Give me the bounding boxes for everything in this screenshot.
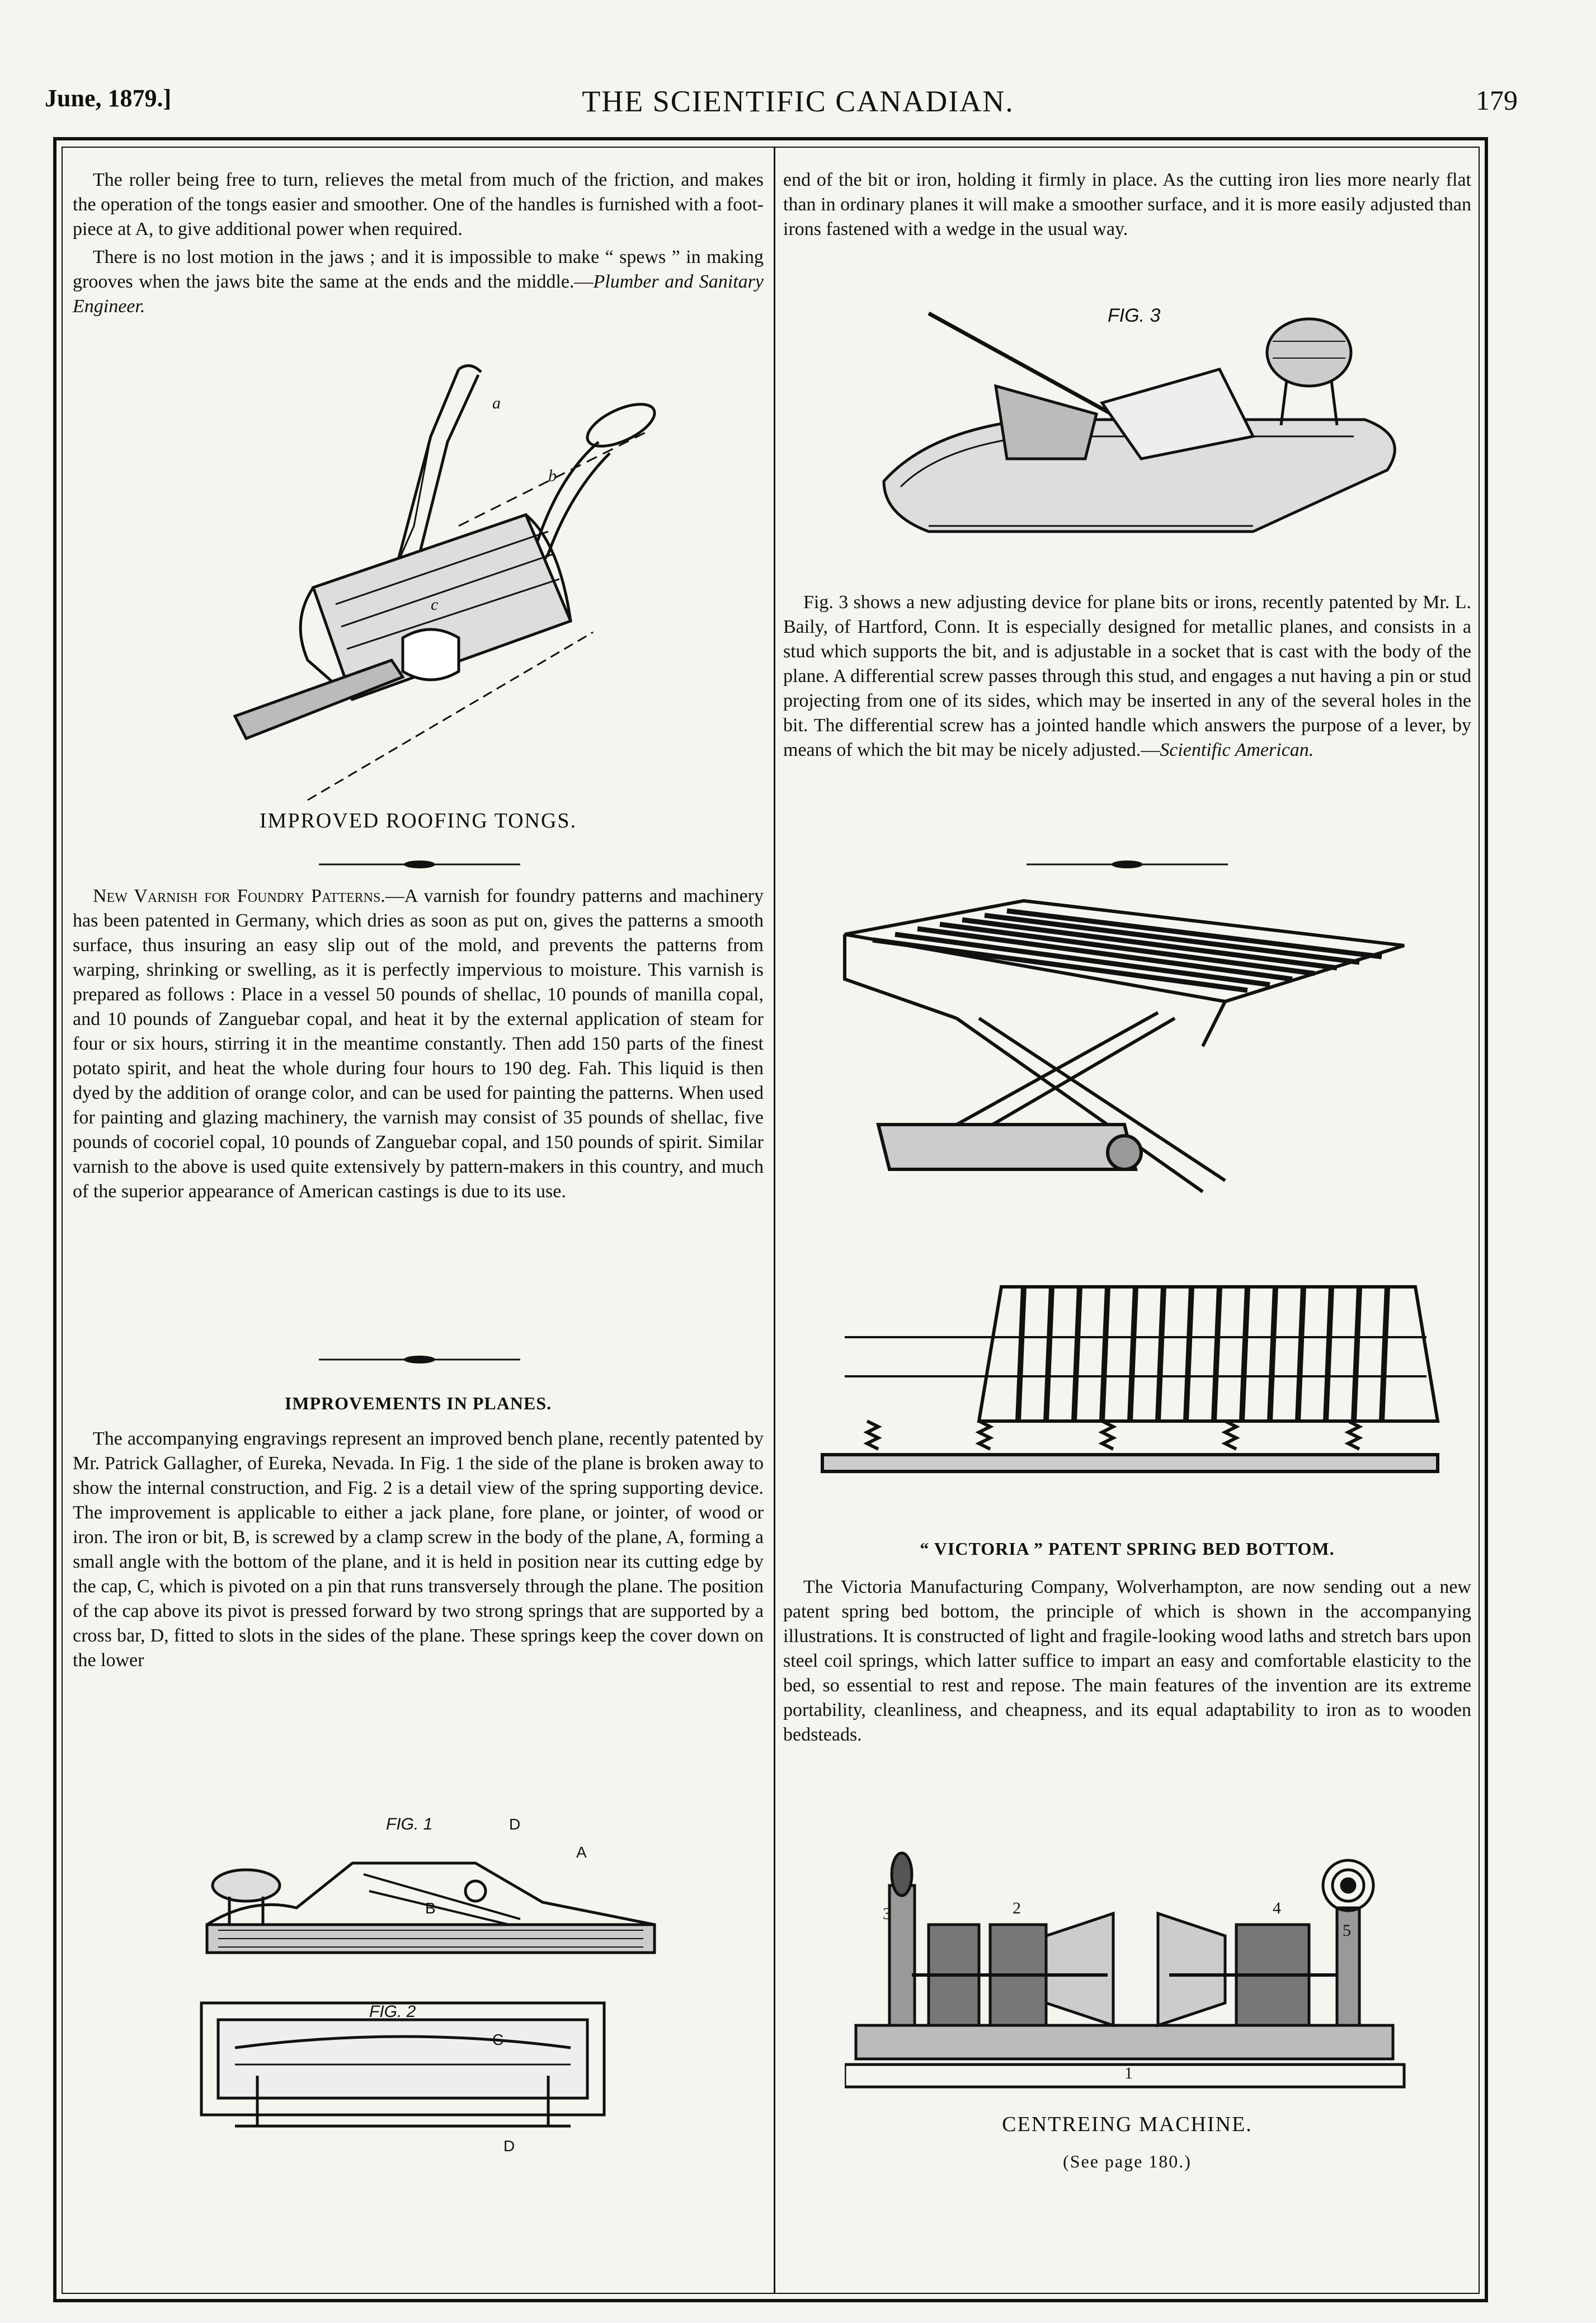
fig2-label: FIG. 2 (369, 2002, 416, 2021)
bed-folded-drawing (811, 890, 1449, 1203)
fig2-detail-illustration (190, 1992, 615, 2160)
fig2-letter-d: D (503, 2137, 515, 2155)
fig3-plane-illustration (861, 291, 1421, 554)
section-divider-2 (319, 1354, 520, 1365)
bed-paragraph: The Victoria Manufacturing Company, Wolverhampton, are now sending out a new patent spring bed bottom, the principle of which is shown in the accompanying illustrations. It is constructed of light and fragile-looking wood laths and stretch bars upon steel coil springs, which latter suffice to impart an easy and comfortable elasticity to the bed, so essential to rest and repose. The main features of the invention are its extreme portability, cleanliness, and cheapness, and its equal adaptability to iron as to wooden bedsteads. (783, 1577, 1471, 1745)
tongs-paragraph-2 (73, 245, 764, 319)
fig1-plane-drawing (185, 1802, 677, 1986)
fig1-label: FIG. 1 (386, 1815, 433, 1833)
centreing-machine-drawing (845, 1841, 1415, 2098)
roofing-tongs-drawing (168, 358, 671, 806)
issue-date: June, 1879.] (45, 84, 172, 112)
tongs-paragraph-1: The roller being free to turn, relieves the metal from much of the friction, and makes the operation of the tongs easier and smoother. One of the handles is furnished with a foot-piece at A, to give additional power when required. (73, 170, 764, 239)
bed-article (783, 1575, 1471, 1751)
page-number: 179 (1476, 84, 1518, 116)
centre-number-1: 1 (1124, 2064, 1133, 2082)
varnish-paragraph (73, 884, 764, 1204)
section-divider-3 (1027, 859, 1228, 870)
fig1-letter-a: A (576, 1844, 587, 1861)
fig1-letter-d: D (509, 1816, 521, 1833)
fig3-body: Fig. 3 shows a new adjusting device for plane bits or irons, recently patented by Mr. L. Baily, of Hartford, Conn. It is especially designed for metallic planes, and consists in a stud which supports the bit, and is adjustable in a socket that is cast with the body of the plane. A differential screw passes through this stud, and engages a nut having a pin or stud projecting from one of its sides, which may be inserted in any of the several holes in the bit. The differential screw has a jointed handle which answers the purpose of a lever, by means of which the bit may be nicely adjusted.— (783, 592, 1471, 760)
column-divider (774, 147, 775, 2294)
svg-text:b: b (548, 467, 557, 485)
section-divider-1 (319, 859, 520, 870)
centreing-caption: CENTREING MACHINE. (1002, 2113, 1253, 2136)
varnish-body: —A varnish for foundry patterns and machinery has been patented in Germany, which dries as soon as put on, gives the patterns a smooth surface, thus insuring an easy slip out of the mold, and prevents the patterns from warping, shrinking or swelling, as it is perfectly impervious to moisture. This varnish is prepared as follows : Place in a vessel 50 pounds of shellac, 10 pounds of manilla copal, and 10 pounds of Zanguebar copal, and heat it by the external application of steam for four or six hours, stirring it in the meantime constantly. Then add 150 parts of the finest potato spirit, and heat the whole during four hours to 190 deg. Fah. This liquid is then dyed by the addition of orange color, and can be used for painting the patterns. When used for painting and glazing machinery, the varnish may consist of 35 pounds of shellac, five pounds of cocoriel copal, 10 pounds of Zanguebar copal, and 150 pounds of spirit. Similar varnish to the above is used quite extensively by pattern-makers in this country, and much of the superior appearance of American castings is due to its use. (73, 886, 764, 1202)
bed-springs-illustration (811, 1253, 1460, 1499)
fig3-plane-drawing (861, 291, 1421, 554)
fig1-letter-b: B (425, 1899, 436, 1917)
svg-text:c: c (431, 595, 439, 614)
fig3-label: FIG. 3 (1108, 305, 1161, 326)
tongs-caption: IMPROVED ROOFING TONGS. (259, 809, 577, 833)
fig1-plane-illustration (185, 1802, 677, 1986)
planes-continued: end of the bit or iron, holding it firmly in place. As the cutting iron lies more nearly flat than in ordinary planes it will make a smoother surface, and it is more easily adjusted than irons fastened with a wedge in the usual way. (783, 170, 1471, 239)
bed-folded-illustration (811, 890, 1449, 1203)
planes-paragraph: The accompanying engravings represent an improved bench plane, recently patented by Mr. Patrick Gallagher, of Eureka, Nevada. In Fig. 1 the side of the plane is broken away to show the internal construction, and Fig. 2 is a detail view of the spring supporting device. The improvement is applicable to either a jack plane, fore plane, or jointer, of wood or iron. The iron or bit, B, is screwed by a clamp screw in the body of the plane, A, forming a small angle with the bottom of the plane, and it is held in position near its cutting edge by the cap, C, which is pivoted on a pin that runs transversely through the plane. The position of the cap above its pivot is pressed forward by two strong springs that are supported by a cross bar, D, fitted to slots in the sides of the plane. These springs keep the cover down on the lower (73, 1428, 764, 1671)
planes-heading: IMPROVEMENTS IN PLANES. (284, 1393, 552, 1413)
centre-number-4: 4 (1273, 1899, 1281, 1917)
centre-number-2: 2 (1013, 1899, 1021, 1917)
centreing-machine-illustration (845, 1841, 1415, 2098)
tongs-paragraph-2-text: There is no lost motion in the jaws ; and it is impossible to make “ spews ” in making grooves when the jaws bite the same at the ends and the middle.— (73, 247, 764, 292)
svg-text:a: a (492, 394, 501, 412)
left-column (73, 168, 764, 322)
tongs-source: Plumber and Sanitary Engineer. (73, 271, 764, 317)
bed-springs-drawing (811, 1253, 1460, 1499)
bed-caption: “ VICTORIA ” PATENT SPRING BED BOTTOM. (920, 1539, 1335, 1559)
planes-article (73, 1427, 764, 1676)
page-header (45, 84, 1551, 134)
varnish-lead: New Varnish for Foundry Patterns. (93, 886, 385, 906)
centreing-subcaption: (See page 180.) (1063, 2151, 1192, 2171)
fig2-letter-c: C (492, 2031, 504, 2048)
fig3-source: Scientific American. (1160, 740, 1314, 760)
varnish-article (73, 884, 764, 1207)
centre-number-5: 5 (1343, 1921, 1351, 1940)
fig2-detail-drawing (190, 1992, 615, 2160)
fig3-article (783, 590, 1471, 766)
fig3-paragraph (783, 590, 1471, 763)
centre-number-3: 3 (883, 1905, 891, 1923)
right-column-top (783, 168, 1471, 245)
masthead-title: THE SCIENTIFIC CANADIAN. (582, 84, 1014, 118)
roofing-tongs-illustration (168, 358, 671, 806)
